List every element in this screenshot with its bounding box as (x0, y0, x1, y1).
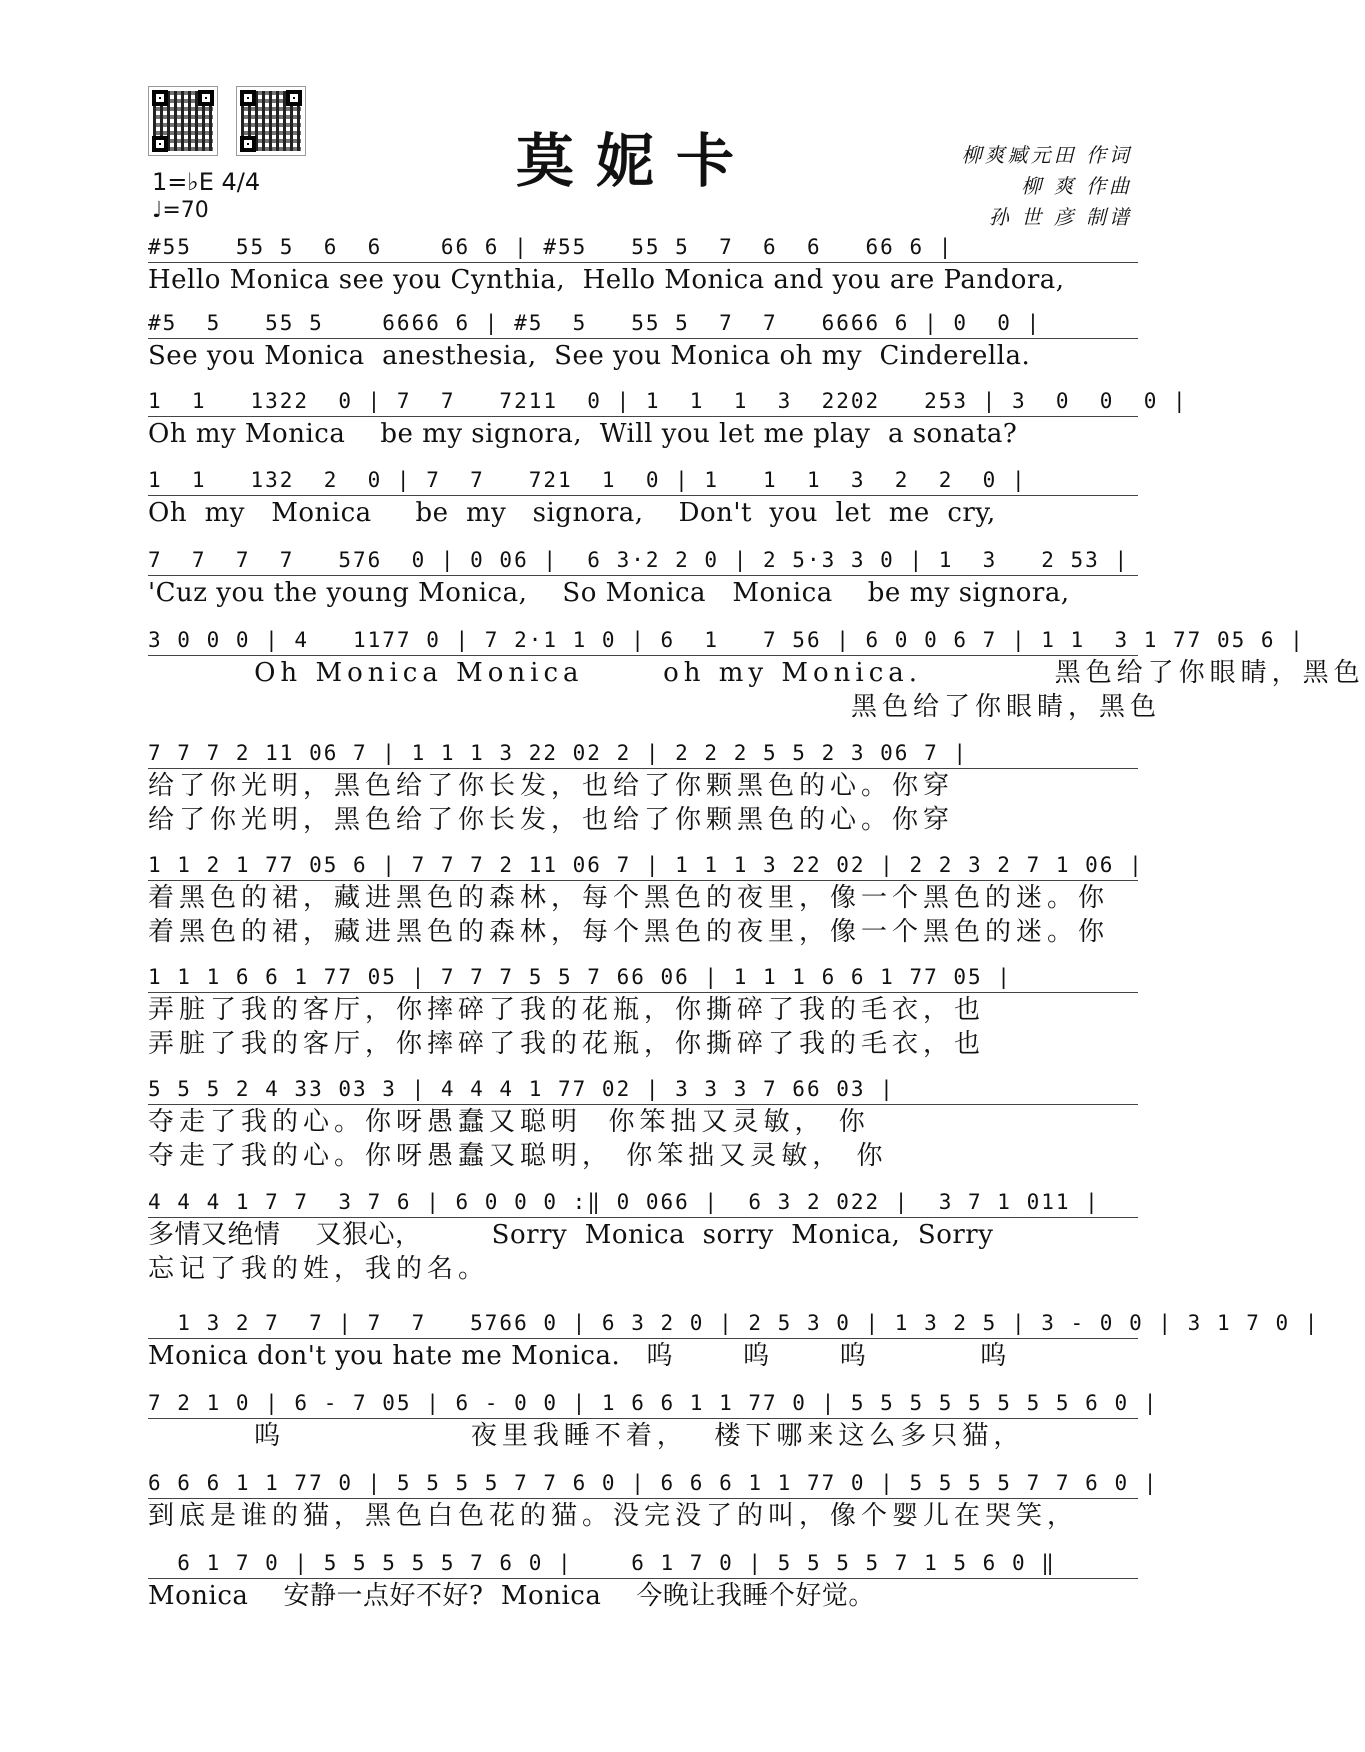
notation-line: 7 2 1 0 | 6 - 7 05 | 6 - 0 0 | 1 6 6 1 1 77 0 | 5 5 5 5 5 5 5 5 6 0 | (148, 1388, 1138, 1419)
notation-line: 6 1 7 0 | 5 5 5 5 5 7 6 0 | 6 1 7 0 | 5 5 5 5 7 1 5 6 0 ‖ (148, 1548, 1138, 1579)
lyric-line: See you Monica anesthesia, See you Monica oh my Cinderella. (148, 341, 1031, 371)
score-system (148, 1308, 1320, 1373)
score-system (148, 1388, 1159, 1453)
score-system (148, 386, 1188, 451)
lyric-line: 给了你光明，黑色给了你长发，也给了你颗黑色的心。你穿 (148, 805, 955, 835)
notation-line: 4 4 4 1 7 7 3 7 6 | 6 0 0 0 :‖ 0 066 | 6 3 2 022 | 3 7 1 011 | (148, 1187, 1138, 1218)
score-system (148, 625, 1365, 724)
notation-line: 1 1 2 1 77 05 6 | 7 7 7 2 11 06 7 | 1 1 1 3 22 02 | 2 2 3 2 7 1 06 | (148, 850, 1138, 881)
notation-line: 7 7 7 7 576 0 | 0 06 | 6 3·2 2 0 | 2 5·3 3 0 | 1 3 2 53 | (148, 545, 1138, 576)
score-system (148, 1468, 1159, 1533)
composer-credit: 柳 爽 作曲 (1021, 174, 1132, 198)
lyric-line: 呜 夜里我睡不着， 楼下哪来这么多只猫， (148, 1421, 1025, 1451)
lyric-line: Hello Monica see you Cynthia, Hello Monica and you are Pandora, (148, 265, 1065, 295)
lyric-line: 着黑色的裙，藏进黑色的森林，每个黑色的夜里，像一个黑色的迷。你 (148, 917, 1110, 947)
lyric-line: 黑色给了你眼睛，黑色 (148, 692, 1162, 722)
score-system (148, 1187, 1138, 1286)
notation-line: 5 5 5 2 4 33 03 3 | 4 4 4 1 77 02 | 3 3 3 7 66 03 | (148, 1074, 1138, 1105)
score-system (148, 1548, 1138, 1613)
notation-line: #5 5 55 5 6666 6 | #5 5 55 5 7 7 6666 6 | 0 0 | (148, 308, 1138, 339)
lyric-line: 弄脏了我的客厅，你摔碎了我的花瓶，你撕碎了我的毛衣，也 (148, 1029, 986, 1059)
score-system (148, 1074, 1138, 1173)
lyric-line: Oh Monica Monica oh my Monica. 黑色给了你眼睛，黑色 (148, 658, 1365, 688)
notation-line: 7 7 7 2 11 06 7 | 1 1 1 3 22 02 2 | 2 2 2 5 5 2 3 06 7 | (148, 738, 1138, 769)
notation-line: #55 55 5 6 6 66 6 | #55 55 5 7 6 6 66 6 | (148, 232, 1138, 263)
score-system (148, 308, 1138, 373)
arranger-credit: 孙 世 彦 制谱 (988, 205, 1132, 229)
lyric-line: Monica don't you hate me Monica. 呜 呜 呜 呜 (148, 1341, 1007, 1371)
lyric-line: Oh my Monica be my signora, Don't you let me cry, (148, 498, 996, 528)
credits (962, 140, 1132, 233)
score-system (148, 465, 1138, 530)
lyric-line: 夺走了我的心。你呀愚蠢又聪明 你笨拙又灵敏， 你 (148, 1107, 870, 1137)
score-system (148, 962, 1138, 1061)
lyric-line: 夺走了我的心。你呀愚蠢又聪明， 你笨拙又灵敏， 你 (148, 1141, 888, 1171)
notation-line: 1 1 132 2 0 | 7 7 721 1 0 | 1 1 1 3 2 2 0 | (148, 465, 1138, 496)
key-signature: 1=♭E 4/4 (152, 168, 261, 196)
tempo-marking: ♩=70 (152, 198, 209, 223)
lyric-line: 弄脏了我的客厅，你摔碎了我的花瓶，你撕碎了我的毛衣，也 (148, 995, 986, 1025)
lyric-line: 着黑色的裙，藏进黑色的森林，每个黑色的夜里，像一个黑色的迷。你 (148, 883, 1110, 913)
lyric-line: 给了你光明，黑色给了你长发，也给了你颗黑色的心。你穿 (148, 771, 955, 801)
lyric-line: 忘记了我的姓，我的名。 (148, 1254, 490, 1284)
notation-line: 1 1 1322 0 | 7 7 7211 0 | 1 1 1 3 2202 253 | 3 0 0 0 | (148, 386, 1138, 417)
page-title: 莫妮卡 (515, 127, 756, 195)
notation-line: 6 6 6 1 1 77 0 | 5 5 5 5 7 7 6 0 | 6 6 6 1 1 77 0 | 5 5 5 5 7 7 6 0 | (148, 1468, 1138, 1499)
lyric-line: 'Cuz you the young Monica, So Monica Monica be my signora, (148, 578, 1070, 608)
lyric-line: 多情又绝情 又狠心， Sorry Monica sorry Monica, Sorry (148, 1220, 994, 1250)
score-system (148, 232, 1138, 297)
score-system (148, 850, 1144, 949)
lyricist-credit: 柳爽臧元田 作词 (961, 143, 1132, 167)
score-system (148, 738, 1138, 837)
notation-line: 1 1 1 6 6 1 77 05 | 7 7 7 5 5 7 66 06 | 1 1 1 6 6 1 77 05 | (148, 962, 1138, 993)
score-system (148, 545, 1138, 610)
notation-line: 1 3 2 7 7 | 7 7 5766 0 | 6 3 2 0 | 2 5 3 0 | 1 3 2 5 | 3 - 0 0 | 3 1 7 0 | (148, 1308, 1138, 1339)
lyric-line: 到底是谁的猫，黑色白色花的猫。没完没了的叫，像个婴儿在哭笑， (148, 1501, 1079, 1531)
notation-line: 3 0 0 0 | 4 1177 0 | 7 2·1 1 0 | 6 1 7 56 | 6 0 0 6 7 | 1 1 3 1 77 05 6 | (148, 625, 1138, 656)
lyric-line: Oh my Monica be my signora, Will you let me play a sonata? (148, 419, 1018, 449)
lyric-line: Monica 安静一点好不好? Monica 今晚让我睡个好觉。 (148, 1581, 875, 1611)
